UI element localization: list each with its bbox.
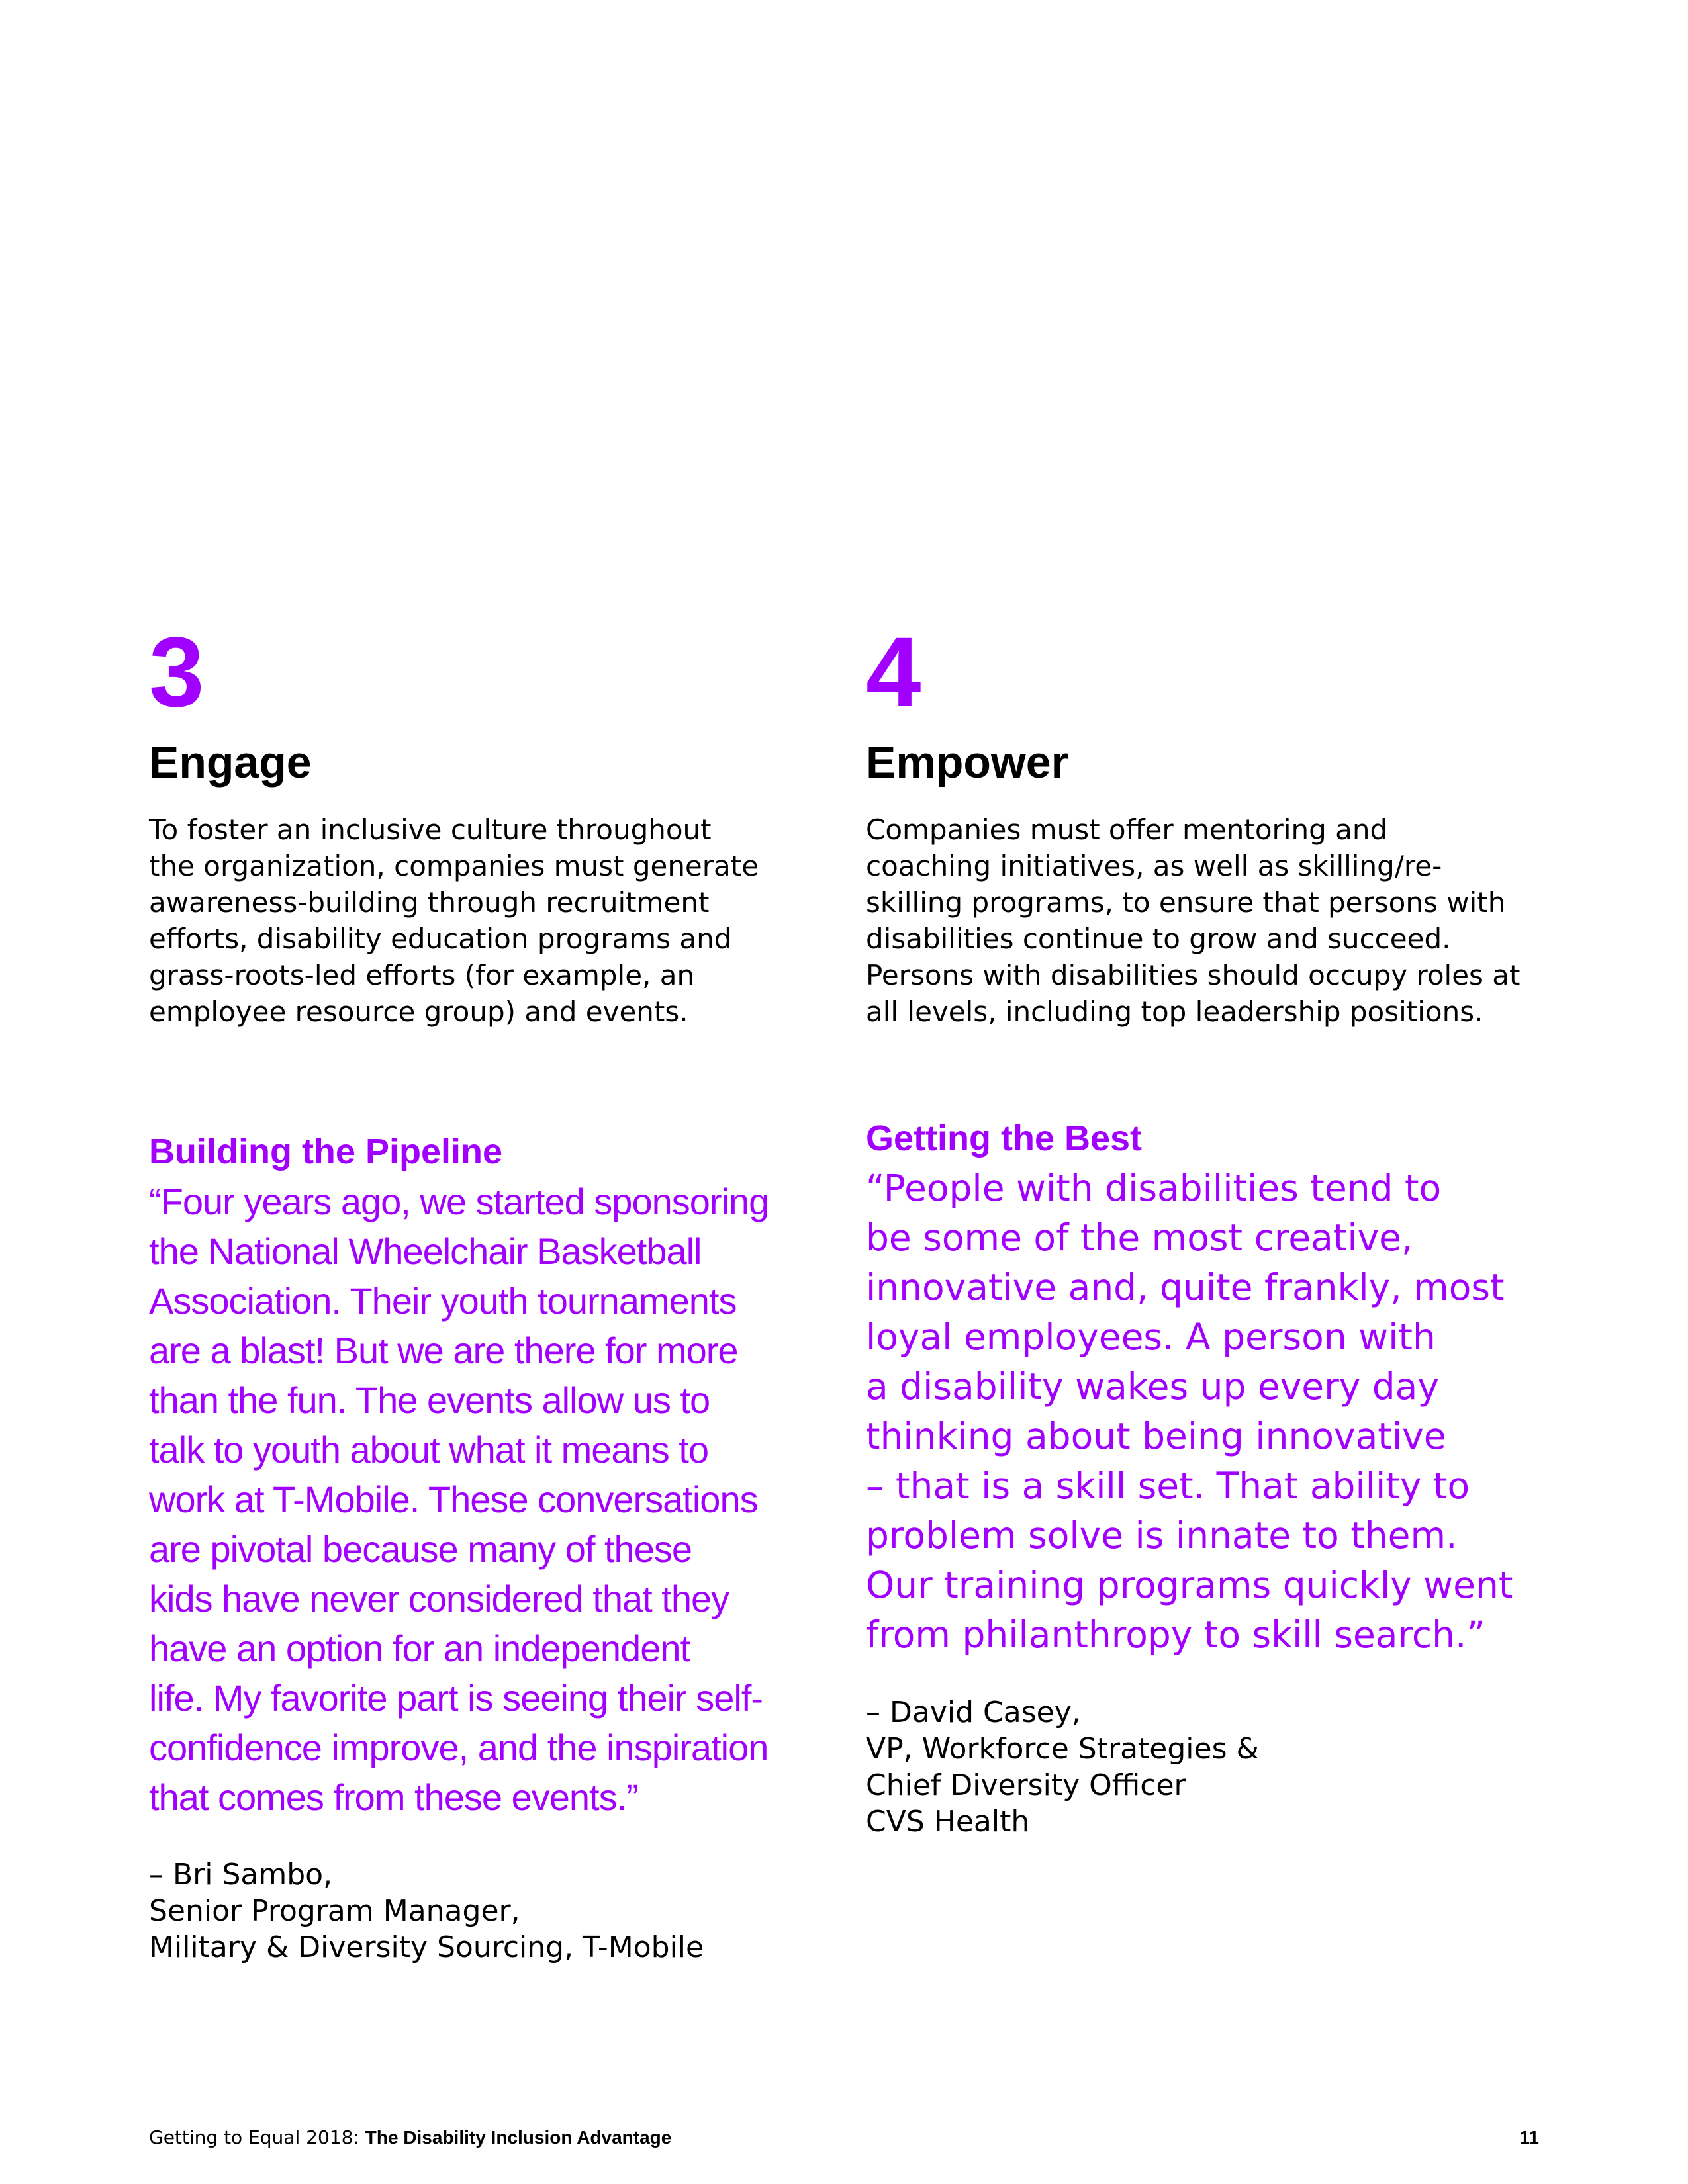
quote-attribution: – Bri Sambo, Senior Program Manager, Military & Diversity Sourcing, T-Mobile xyxy=(149,1858,704,1964)
quote-text: “People with disabilities tend to be some of the most creative, innovative and, quite frankly, most loyal employees. A person with a disability wakes up every day thinking about being innovative – that is a skill set. That ability to problem solve is innate to them. Our training programs quickly went from philanthropy to skill search.” xyxy=(866,1167,1513,1656)
step-empower xyxy=(866,616,1554,1030)
step-number: 4 xyxy=(866,616,920,727)
step-number: 3 xyxy=(149,616,203,727)
quote-building-the-pipeline xyxy=(149,1130,851,1966)
quote-heading: Building the Pipeline xyxy=(149,1132,503,1171)
quote-attribution: – David Casey, VP, Workforce Strategies & Chief Diversity Officer CVS Health xyxy=(866,1696,1259,1839)
step-body: To foster an inclusive culture throughout the organization, companies must generate awareness-building through recruitment efforts, disability education programs and grass-roots-led efforts (for example, an employee resource group) and events. xyxy=(149,813,759,1028)
quote-heading: Getting the Best xyxy=(866,1118,1143,1158)
footer-prefix: Getting to Equal 2018: xyxy=(149,2126,365,2148)
step-body: Companies must offer mentoring and coaching initiatives, as well as skilling/re- skilling programs, to ensure that persons with disabilities continue to grow and succeed. Persons with disabilities should occupy roles at all levels, including top leadership positions. xyxy=(866,813,1521,1028)
step-title: Empower xyxy=(866,737,1069,788)
step-title: Engage xyxy=(149,737,312,788)
step-engage xyxy=(149,616,837,1030)
page-footer xyxy=(149,2126,671,2149)
quote-getting-the-best xyxy=(866,1117,1568,1840)
quote-text: “Four years ago, we started sponsoring the National Wheelchair Basketball Association. Their youth tournaments are a blast! But we are there for more than the fun. The events allow us to talk to youth about what it means to work at T-Mobile. These conversations are pivotal because many of these kids have never considered that they have an option for an independent life. My favorite part is seeing their self- confidence improve, and the inspiration that comes from these events.” xyxy=(149,1181,769,1818)
page-number: 11 xyxy=(1519,2127,1539,2148)
footer-title: The Disability Inclusion Advantage xyxy=(365,2127,672,2148)
